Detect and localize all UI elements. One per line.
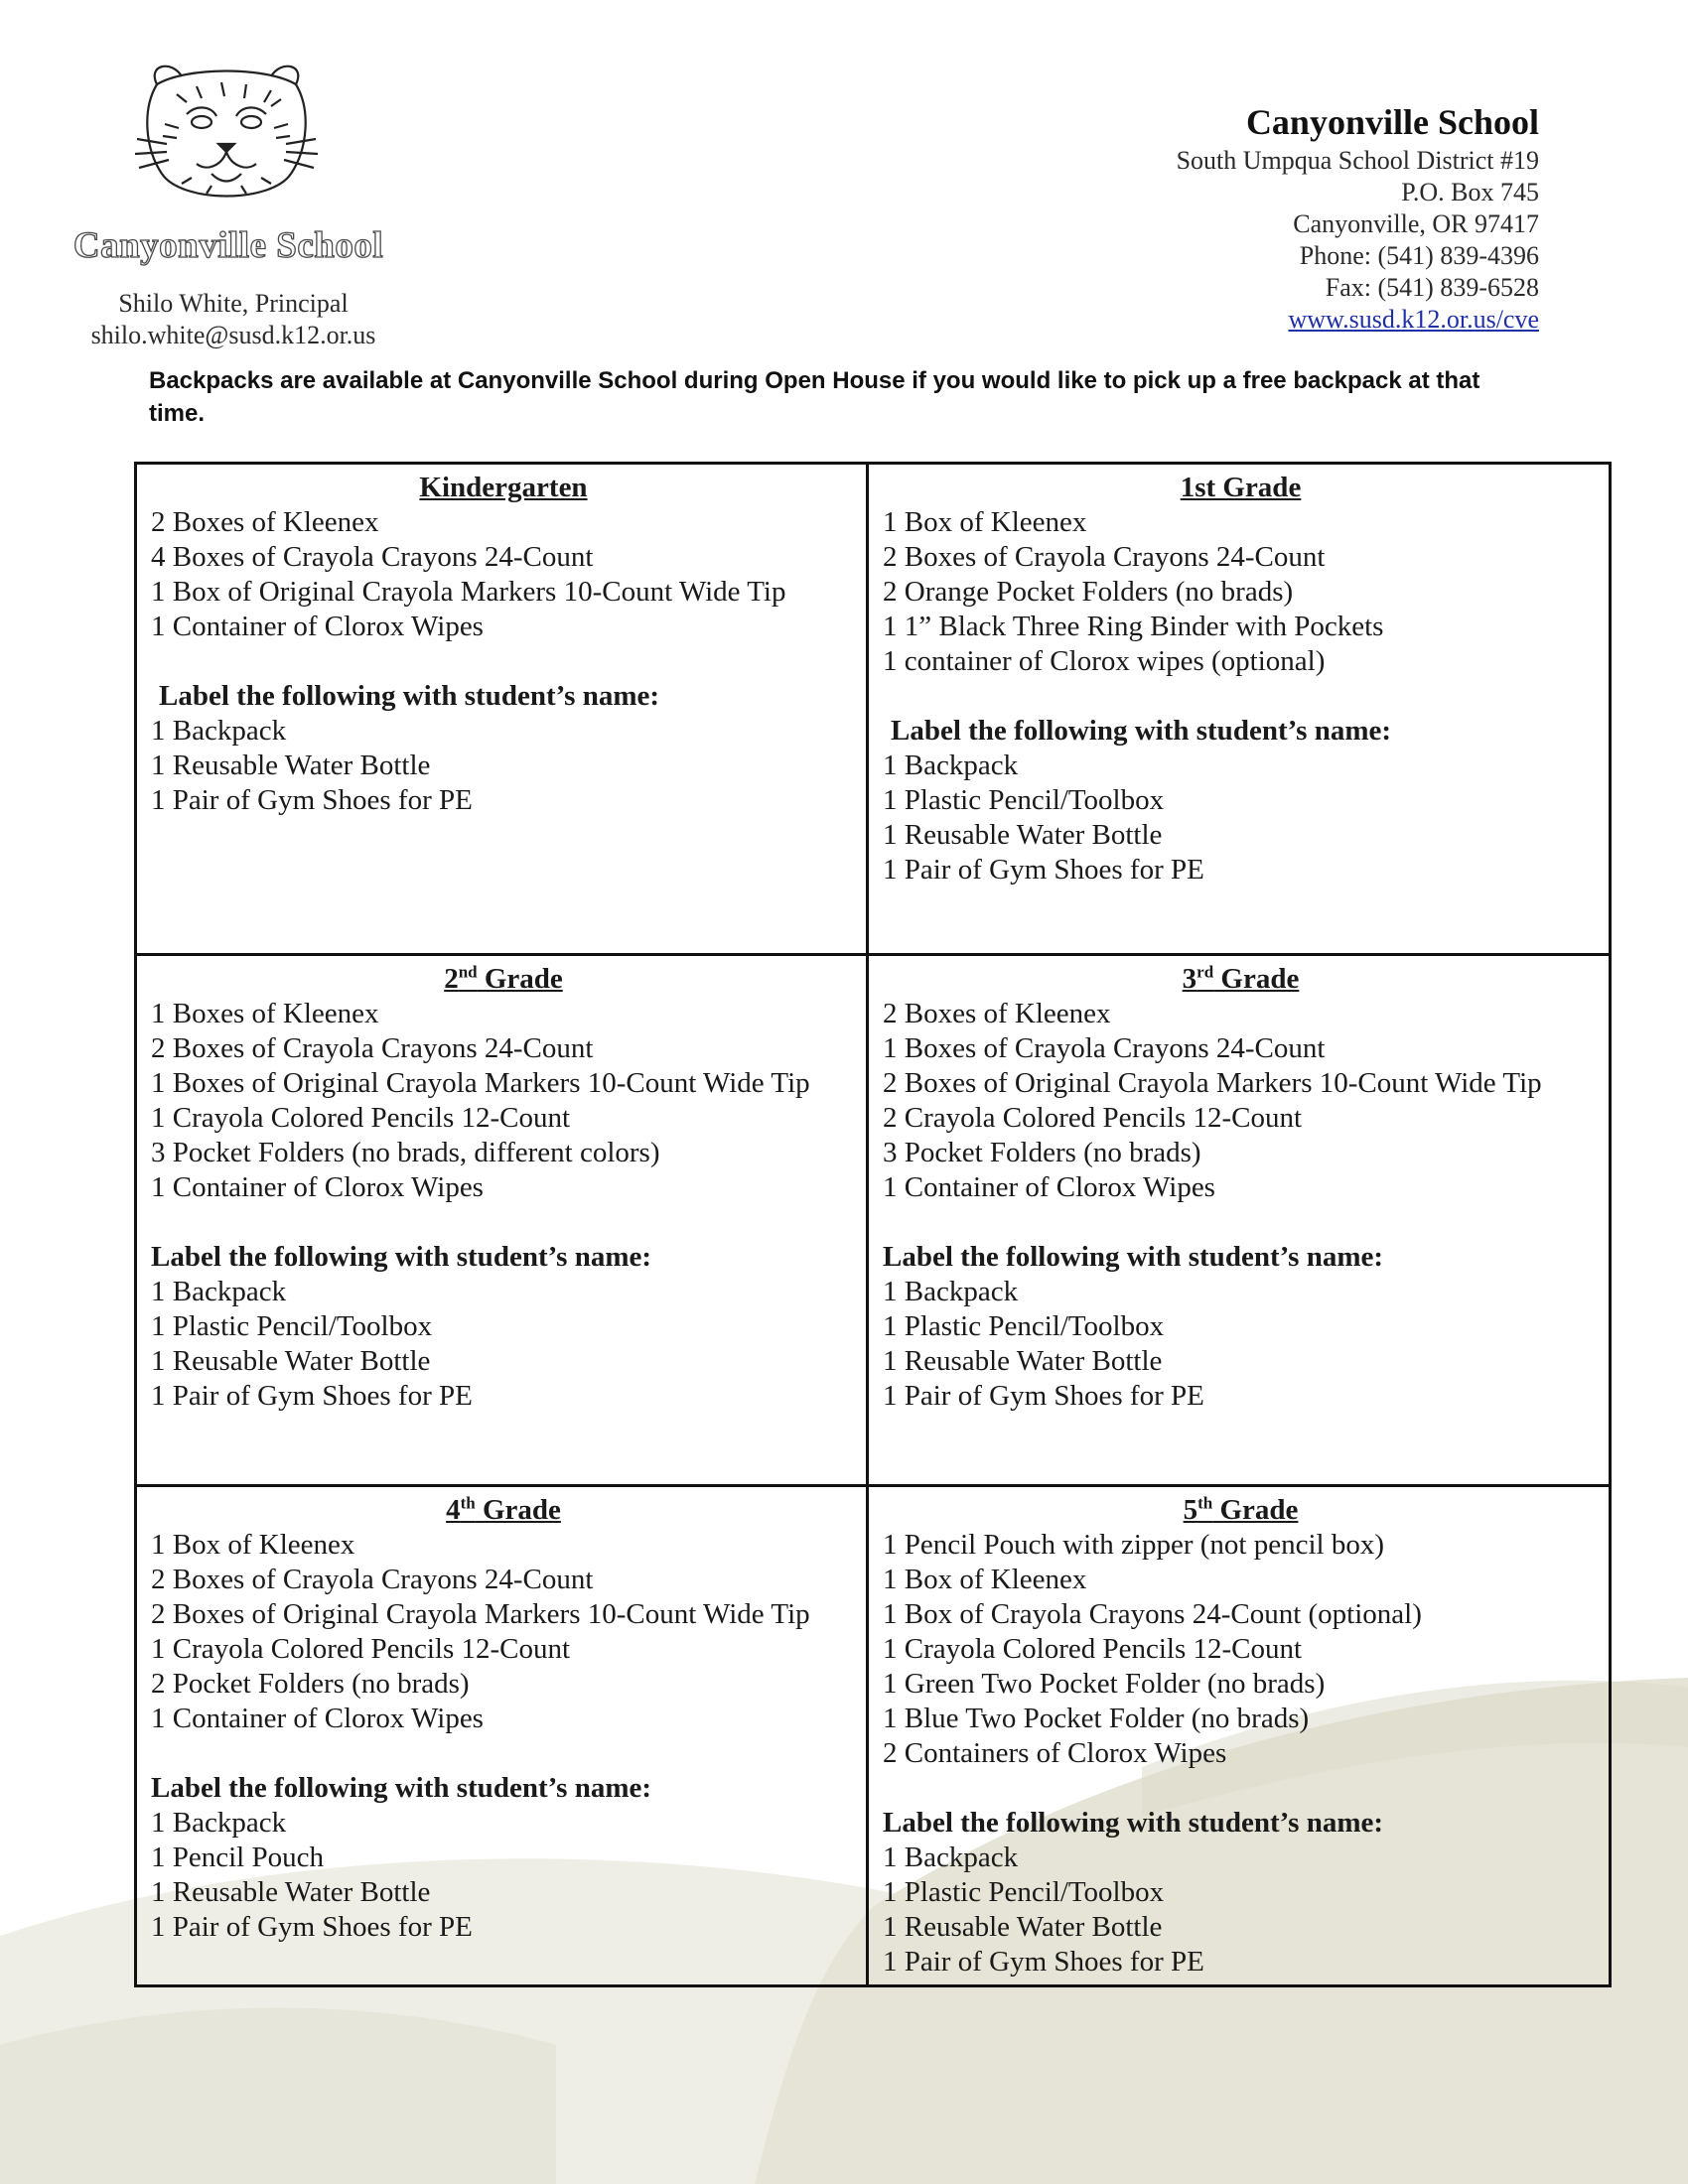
list-item: 1 Boxes of Original Crayola Markers 10-Count Wide Tip — [151, 1067, 810, 1099]
list-item: 2 Pocket Folders (no brads) — [151, 1668, 470, 1700]
list-item: 1 Plastic Pencil/Toolbox — [883, 1310, 1165, 1342]
list-item: 1 Box of Original Crayola Markers 10-Count Wide Tip — [151, 576, 786, 608]
list-item: 1 Plastic Pencil/Toolbox — [151, 1310, 433, 1342]
list-item: 1 Pencil Pouch with zipper (not pencil box) — [883, 1529, 1384, 1561]
list-item: 1 Pair of Gym Shoes for PE — [151, 1380, 473, 1412]
list-item: 2 Crayola Colored Pencils 12-Count — [883, 1102, 1303, 1134]
list-item: 1 Pair of Gym Shoes for PE — [883, 854, 1204, 886]
list-item: 1 Container of Clorox Wipes — [151, 1703, 484, 1734]
principal-email: shilo.white@susd.k12.or.us — [90, 321, 376, 349]
list-item: 1 Boxes of Crayola Crayons 24-Count — [883, 1032, 1326, 1064]
grade-cell-kindergarten — [137, 465, 869, 956]
grade-cell-4th — [137, 1487, 869, 1984]
grade-title: 4th Grade — [446, 1493, 561, 1526]
grade-title: 2nd Grade — [444, 962, 563, 995]
fax: Fax: (541) 839-6528 — [1325, 273, 1539, 302]
school-name: Canyonville School — [1245, 102, 1539, 142]
list-item: 2 Orange Pocket Folders (no brads) — [883, 576, 1294, 608]
district: South Umpqua School District #19 — [1176, 146, 1539, 175]
list-item: 1 Container of Clorox Wipes — [883, 1171, 1215, 1203]
website-link[interactable]: www.susd.k12.or.us/cve — [1288, 305, 1539, 334]
list-item: 1 Crayola Colored Pencils 12-Count — [151, 1633, 571, 1665]
grade-title: 1st Grade — [1180, 472, 1302, 503]
grade-cell-2nd — [137, 956, 869, 1487]
list-item: 2 Boxes of Kleenex — [883, 998, 1111, 1029]
labeled-list — [151, 1806, 856, 1945]
backpack-notice: Backpacks are available at Canyonville School during Open House if you would like to pick up a free backpack at that time. — [149, 367, 1480, 427]
list-item: 1 container of Clorox wipes (optional) — [883, 645, 1326, 677]
list-item: 1 Container of Clorox Wipes — [151, 1171, 484, 1203]
grade-title: 3rd Grade — [1182, 962, 1300, 995]
supply-list — [151, 505, 856, 644]
label-heading: Label the following with student’s name: — [159, 680, 660, 712]
list-item: 1 Box of Kleenex — [883, 506, 1087, 538]
school-address — [1177, 99, 1539, 336]
list-item: 1 Reusable Water Bottle — [883, 819, 1163, 851]
label-heading: Label the following with student’s name: — [883, 1807, 1384, 1839]
tiger-head-icon — [127, 55, 326, 218]
list-item: 2 Boxes of Crayola Crayons 24-Count — [151, 1032, 594, 1064]
supply-list — [883, 997, 1599, 1205]
supply-list — [883, 1528, 1599, 1771]
list-item: 1 Pencil Pouch — [151, 1842, 324, 1873]
supply-list — [151, 1528, 856, 1736]
list-item: 1 Pair of Gym Shoes for PE — [151, 784, 473, 816]
list-item: 1 Reusable Water Bottle — [151, 750, 431, 781]
supply-list-table — [134, 462, 1612, 1987]
logo-school-name: Canyonville School — [72, 225, 384, 266]
list-item: 3 Pocket Folders (no brads) — [883, 1137, 1201, 1168]
label-heading: Label the following with student’s name: — [151, 1772, 652, 1804]
list-item: 1 Backpack — [151, 1807, 287, 1839]
po-box: P.O. Box 745 — [1401, 178, 1539, 206]
list-item: 2 Boxes of Original Crayola Markers 10-Count Wide Tip — [151, 1598, 810, 1630]
list-item: 3 Pocket Folders (no brads, different colors) — [151, 1137, 660, 1168]
list-item: 1 Backpack — [151, 1276, 287, 1307]
supply-list — [151, 997, 856, 1205]
list-item: 1 Backpack — [883, 1276, 1019, 1307]
list-item: 1 Blue Two Pocket Folder (no brads) — [883, 1703, 1310, 1734]
grade-title: 5th Grade — [1183, 1493, 1299, 1526]
list-item: 1 Reusable Water Bottle — [883, 1911, 1163, 1943]
supply-list — [883, 505, 1599, 679]
list-item: 1 Pair of Gym Shoes for PE — [883, 1946, 1204, 1978]
list-item: 4 Boxes of Crayola Crayons 24-Count — [151, 541, 594, 573]
list-item: 1 Boxes of Kleenex — [151, 998, 379, 1029]
labeled-list — [883, 749, 1599, 887]
labeled-list — [883, 1841, 1599, 1979]
list-item: 1 Container of Clorox Wipes — [151, 611, 484, 642]
list-item: 1 Backpack — [151, 715, 287, 747]
grade-cell-5th — [869, 1487, 1609, 1984]
school-logo — [60, 55, 397, 267]
label-heading: Label the following with student’s name: — [891, 715, 1392, 747]
list-item: 2 Boxes of Crayola Crayons 24-Count — [151, 1564, 594, 1595]
list-item: 1 Pair of Gym Shoes for PE — [883, 1380, 1204, 1412]
label-heading: Label the following with student’s name: — [883, 1241, 1384, 1273]
list-item: 1 Reusable Water Bottle — [151, 1876, 431, 1908]
list-item: 1 Reusable Water Bottle — [151, 1345, 431, 1377]
list-item: 1 Box of Kleenex — [151, 1529, 355, 1561]
list-item: 1 Reusable Water Bottle — [883, 1345, 1163, 1377]
phone: Phone: (541) 839-4396 — [1299, 241, 1539, 270]
list-item: 1 Plastic Pencil/Toolbox — [883, 784, 1165, 816]
label-heading: Label the following with student’s name: — [151, 1241, 652, 1273]
principal-name: Shilo White, Principal — [118, 289, 349, 318]
list-item: 1 Backpack — [883, 1842, 1019, 1873]
list-item: 2 Boxes of Crayola Crayons 24-Count — [883, 541, 1326, 573]
list-item: 2 Boxes of Original Crayola Markers 10-Count Wide Tip — [883, 1067, 1542, 1099]
labeled-list — [151, 714, 856, 818]
labeled-list — [151, 1275, 856, 1414]
grade-cell-1st — [869, 465, 1609, 956]
list-item: 2 Containers of Clorox Wipes — [883, 1737, 1227, 1769]
list-item: 1 Pair of Gym Shoes for PE — [151, 1911, 473, 1943]
city-state-zip: Canyonville, OR 97417 — [1293, 209, 1539, 238]
list-item: 1 Plastic Pencil/Toolbox — [883, 1876, 1165, 1908]
list-item: 1 Box of Crayola Crayons 24-Count (optional) — [883, 1598, 1422, 1630]
labeled-list — [883, 1275, 1599, 1414]
list-item: 2 Boxes of Kleenex — [151, 506, 379, 538]
list-item: 1 Crayola Colored Pencils 12-Count — [151, 1102, 571, 1134]
list-item: 1 Box of Kleenex — [883, 1564, 1087, 1595]
list-item: 1 Backpack — [883, 750, 1019, 781]
grade-title: Kindergarten — [419, 472, 588, 503]
principal-info — [55, 288, 412, 351]
grade-cell-3rd — [869, 956, 1609, 1487]
list-item: 1 Crayola Colored Pencils 12-Count — [883, 1633, 1303, 1665]
list-item: 1 1” Black Three Ring Binder with Pockets — [883, 611, 1384, 642]
list-item: 1 Green Two Pocket Folder (no brads) — [883, 1668, 1326, 1700]
